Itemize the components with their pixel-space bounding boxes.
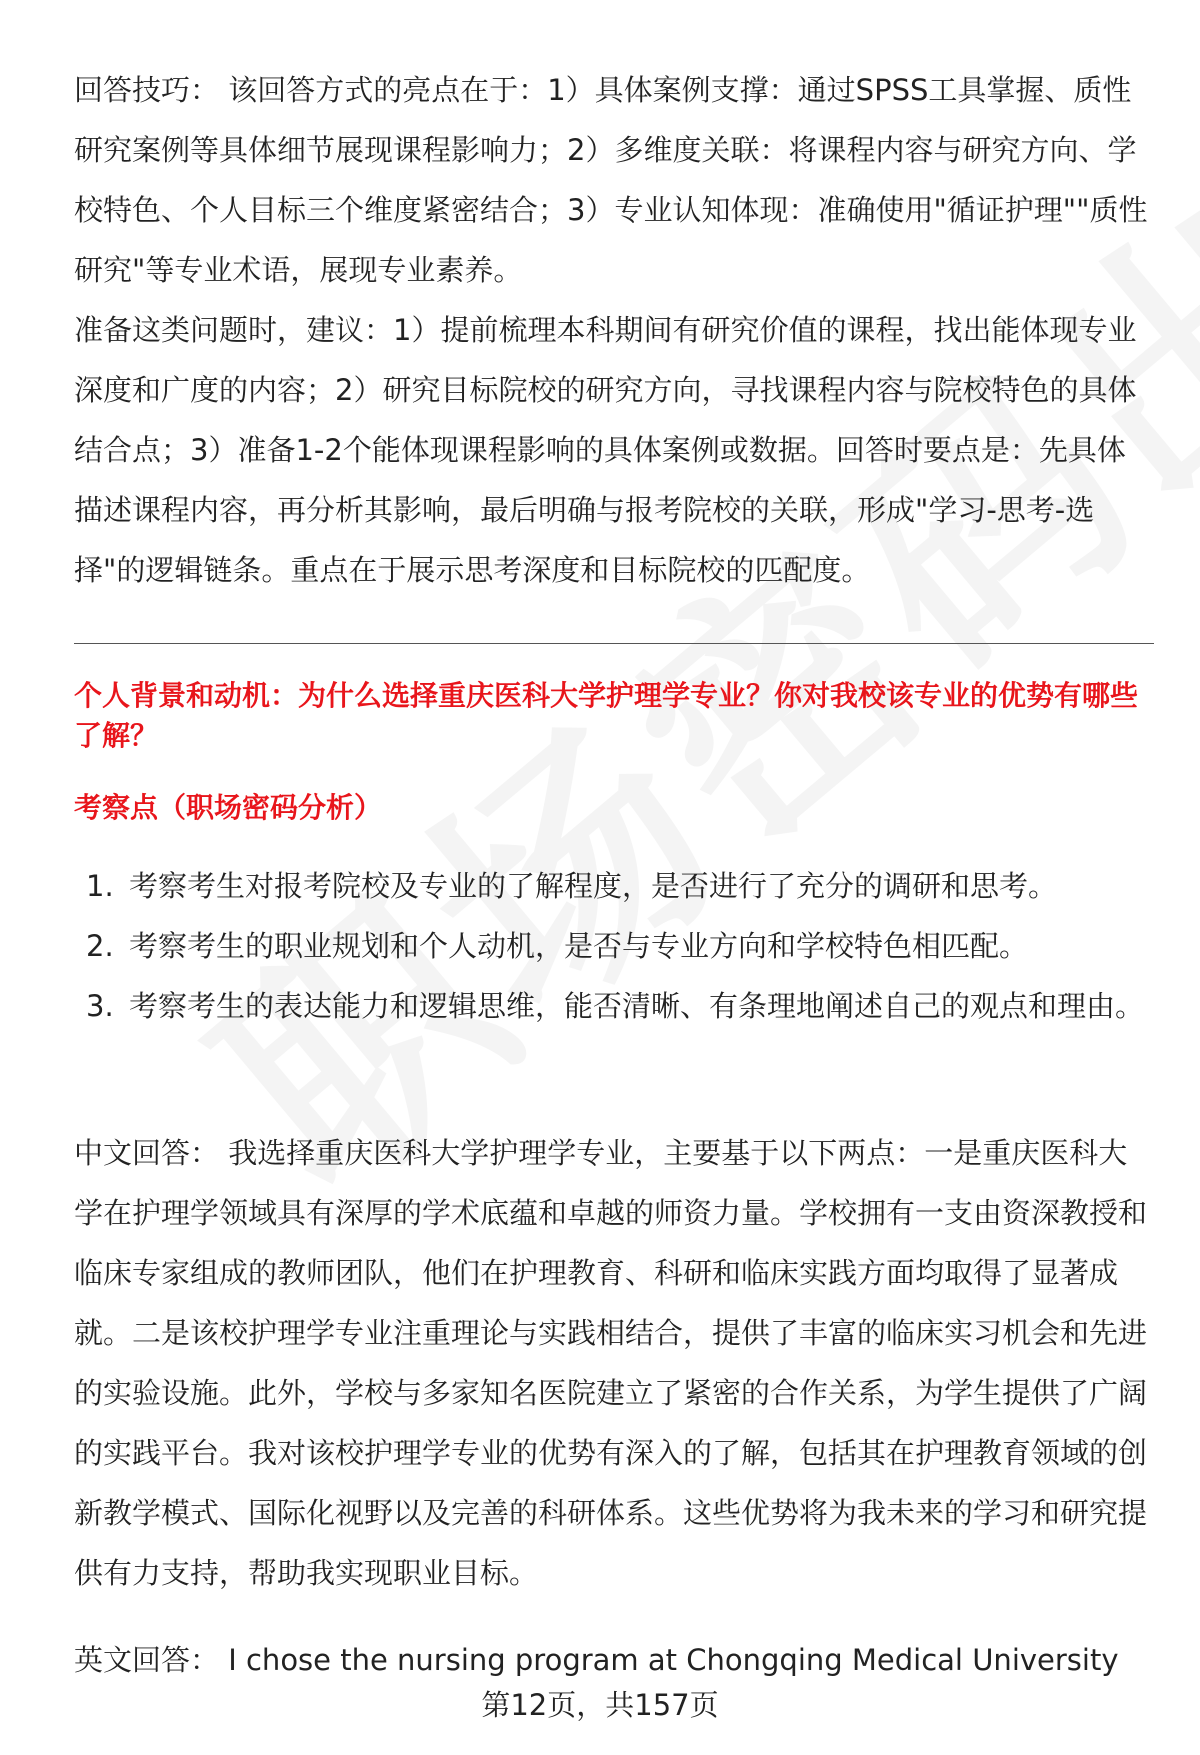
list-item [74,916,1154,976]
question-title: 个人背景和动机：为什么选择重庆医科大学护理学专业？你对我校该专业的优势有哪些了解？ [74,679,1139,752]
list-item-text: 考察考生的表达能力和逻辑思维，能否清晰、有条理地阐述自己的观点和理由。 [129,989,1145,1023]
list-item-number: 3. [86,989,114,1023]
page-number: 第12页，共157页 [481,1688,719,1722]
list-item [74,976,1154,1036]
list-item-number: 1. [86,869,114,903]
english-answer-paragraph: 英文回答： I chose the nursing program at Chongqing Medical University [74,1643,1119,1677]
section-divider [74,643,1154,644]
preparation-advice-paragraph: 准备这类问题时，建议：1）提前梳理本科期间有研究价值的课程，找出能体现专业深度和广度的内容；2）研究目标院校的研究方向，寻找课程内容与院校特色的具体结合点；3）准备1-2个能体现课程影响的具体案例或数据。回答时要点是：先具体描述课程内容，再分析其影响，最后明确与报考院校的关联，形成"学习-思考-选择"的逻辑链条。重点在于展示思考深度和目标院校的匹配度。 [74,313,1137,587]
list-item-text: 考察考生的职业规划和个人动机，是否与专业方向和学校特色相匹配。 [129,929,1029,963]
answer-tips-paragraph: 回答技巧： 该回答方式的亮点在于：1）具体案例支撑：通过SPSS工具掌握、质性研究案例等具体细节展现课程影响力；2）多维度关联：将课程内容与研究方向、学校特色、个人目标三个维度紧密结合；3）专业认知体现：准确使用"循证护理""质性研究"等专业术语，展现专业素养。 [74,73,1148,287]
exam-points-list [74,856,1154,1036]
chinese-answer-paragraph: 中文回答： 我选择重庆医科大学护理学专业，主要基于以下两点：一是重庆医科大学在护理学领域具有深厚的学术底蕴和卓越的师资力量。学校拥有一支由资深教授和临床专家组成的教师团队，他们在护理教育、科研和临床实践方面均取得了显著成就。二是该校护理学专业注重理论与实践相结合，提供了丰富的临床实习机会和先进的实验设施。此外，学校与多家知名医院建立了紧密的合作关系，为学生提供了广阔的实践平台。我对该校护理学专业的优势有深入的了解，包括其在护理教育领域的创新教学模式、国际化视野以及完善的科研体系。这些优势将为我未来的学习和研究提供有力支持，帮助我实现职业目标。 [74,1136,1148,1590]
list-item-text: 考察考生对报考院校及专业的了解程度，是否进行了充分的调研和思考。 [129,869,1058,903]
exam-points-heading: 考察点（职场密码分析） [74,791,383,824]
list-item [74,856,1154,916]
list-item-number: 2. [86,929,114,963]
